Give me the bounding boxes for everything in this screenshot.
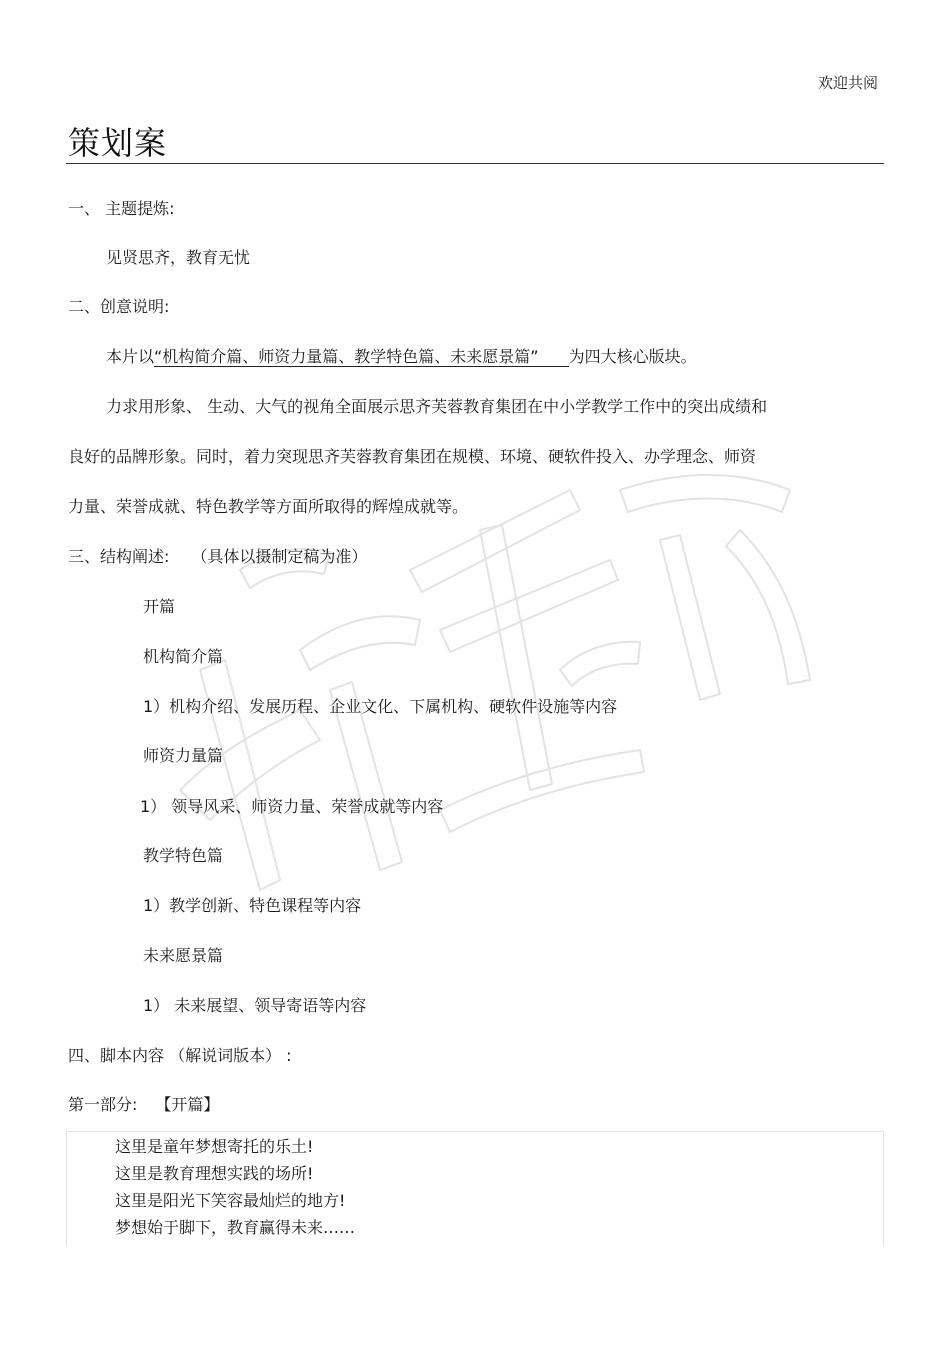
structure-item: 机构简介篇	[143, 647, 224, 666]
structure-heading-note: （具体以摄制定稿为准）	[191, 547, 368, 566]
title-divider	[66, 163, 884, 164]
theme-text: 见贤思齐，教育无忧	[106, 248, 251, 267]
creative-paragraph-1	[106, 347, 697, 367]
structure-item: 师资力量篇	[143, 746, 224, 765]
structure-heading-text: 三、结构阐述:	[68, 547, 170, 566]
structure-item: 开篇	[143, 597, 176, 616]
part-one-label: 第一部分:	[68, 1095, 138, 1114]
document-title: 策划案	[68, 124, 168, 162]
section-heading-structure	[68, 547, 367, 567]
creative-paragraph-2-line-2: 良好的品牌形象。同时，着力突现思齐芙蓉教育集团在规模、环境、硬软件投入、办学理念、师资	[68, 447, 757, 466]
structure-item: 未来愿景篇	[143, 946, 224, 965]
structure-item: 1） 领导风采、师资力量、荣誉成就等内容	[140, 797, 444, 816]
script-line: 这里是阳光下笑容最灿烂的地方!	[115, 1191, 346, 1210]
part-one-heading	[68, 1095, 219, 1115]
script-line: 这里是童年梦想寄托的乐土!	[115, 1137, 314, 1156]
creative-p1-suffix: 为四大核心版块。	[568, 347, 697, 366]
structure-item: 1） 未来展望、领导寄语等内容	[143, 996, 367, 1015]
structure-item: 1）机构介绍、发展历程、企业文化、下属机构、硬软件设施等内容	[143, 697, 618, 716]
part-one-tag: 【开篇】	[155, 1095, 220, 1114]
script-text-box	[66, 1131, 884, 1246]
creative-paragraph-2-line-3: 力量、荣誉成就、特色教学等方面所取得的辉煌成就等。	[68, 497, 469, 516]
section-heading-script: 四、脚本内容 （解说词版本） :	[68, 1046, 292, 1065]
creative-p1-quote: “机构简介篇、师资力量篇、教学特色篇、未来愿景篇”	[154, 347, 569, 367]
header-note: 欢迎共阅	[817, 74, 878, 92]
structure-item: 教学特色篇	[143, 846, 224, 865]
structure-item: 1）教学创新、特色课程等内容	[143, 896, 362, 915]
section-heading-creative: 二、创意说明:	[68, 297, 170, 316]
section-heading-theme: 一、 主题提炼:	[68, 199, 175, 218]
script-line: 这里是教育理想实践的场所!	[115, 1164, 314, 1183]
creative-paragraph-2-line-1: 力求用形象、 生动、大气的视角全面展示思齐芙蓉教育集团在中小学教学工作中的突出成绩和	[106, 397, 768, 416]
script-line: 梦想始于脚下，教育赢得未来……	[115, 1218, 356, 1237]
creative-p1-prefix: 本片以	[106, 347, 155, 366]
